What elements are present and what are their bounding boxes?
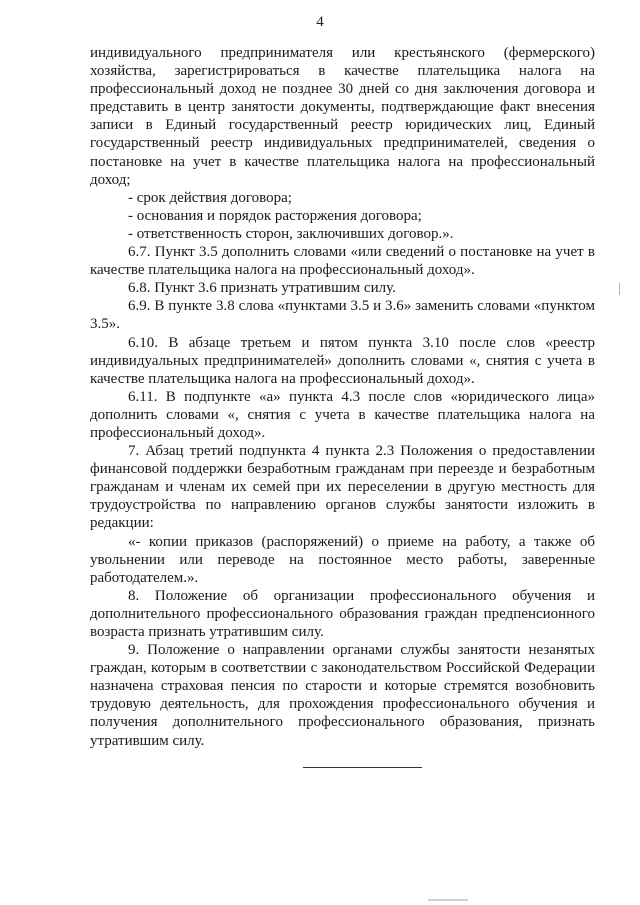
list-item-responsibility: - ответственность сторон, заключивших договор.». [128, 225, 454, 242]
paragraph-6-11: 6.11. В подпункте «а» пункта 4.3 после слов «юридического лица» дополнить словами «, снятия с учета в качестве плательщика налога на профессиональный доход». [90, 388, 595, 441]
scan-mark [619, 283, 620, 295]
paragraph-6-10: 6.10. В абзаце третьем и пятом пункта 3.10 после слов «реестр индивидуальных предпринимателей» дополнить словами «, снятия с учета в качестве плательщика налога на профессиональный доход». [90, 334, 595, 387]
paragraph-6-8: 6.8. Пункт 3.6 признать утратившим силу. [128, 280, 396, 297]
paragraph-6-7: 6.7. Пункт 3.5 дополнить словами «или сведений о постановке на учет в качестве плательщика налога на профессиональный доход». [90, 244, 595, 279]
document-body [90, 44, 595, 750]
page-number: 4 [316, 14, 324, 30]
paragraph-9: 9. Положение о направлении органами службы занятости незанятых граждан, которым в соответствии с законодательством Российской Федерации назначена страховая пенсия по старости и которые стремятся возобновить трудовую деятельность, для прохождения профессионального обучения и получения дополнительного профессионального образования, признать утратившим силу. [90, 642, 595, 749]
paragraph-7: 7. Абзац третий подпункта 4 пункта 2.3 Положения о предоставлении финансовой поддержки безработным гражданам при переезде и безработным гражданам и членам их семей при их переселении в другую местность для трудоустройства по направлению органов службы занятости изложить в редакции: [90, 443, 595, 532]
paragraph-8: 8. Положение об организации профессионального обучения и дополнительного профессионального образования граждан предпенсионного возраста признать утратившим силу. [90, 587, 595, 640]
paragraph-continuation: индивидуального предпринимателя или крестьянского (фермерского) хозяйства, зарегистрироваться в качестве плательщика налога на профессиональный доход не позднее 30 дней со дня заключения договора и представить в центр занятости документы, подтверждающие факт внесения записи в Единый государственный реестр юридических лиц, Единый государственный реестр индивидуальных предпринимателей, сведения о постановке на учет в качестве плательщика налога на профессиональный доход; [90, 45, 595, 188]
footer-smudge [428, 899, 468, 901]
closing-rule [303, 767, 422, 768]
paragraph-7-quote: «- копии приказов (распоряжений) о приеме на работу, а также об увольнении или переводе на постоянное место работы, заверенные работодателем.». [90, 533, 595, 586]
list-item-contract-term: - срок действия договора; [128, 189, 292, 206]
list-item-termination-grounds: - основания и порядок расторжения договора; [128, 207, 422, 224]
paragraph-6-9: 6.9. В пункте 3.8 слова «пунктами 3.5 и 3.6» заменить словами «пунктом 3.5». [90, 298, 595, 333]
